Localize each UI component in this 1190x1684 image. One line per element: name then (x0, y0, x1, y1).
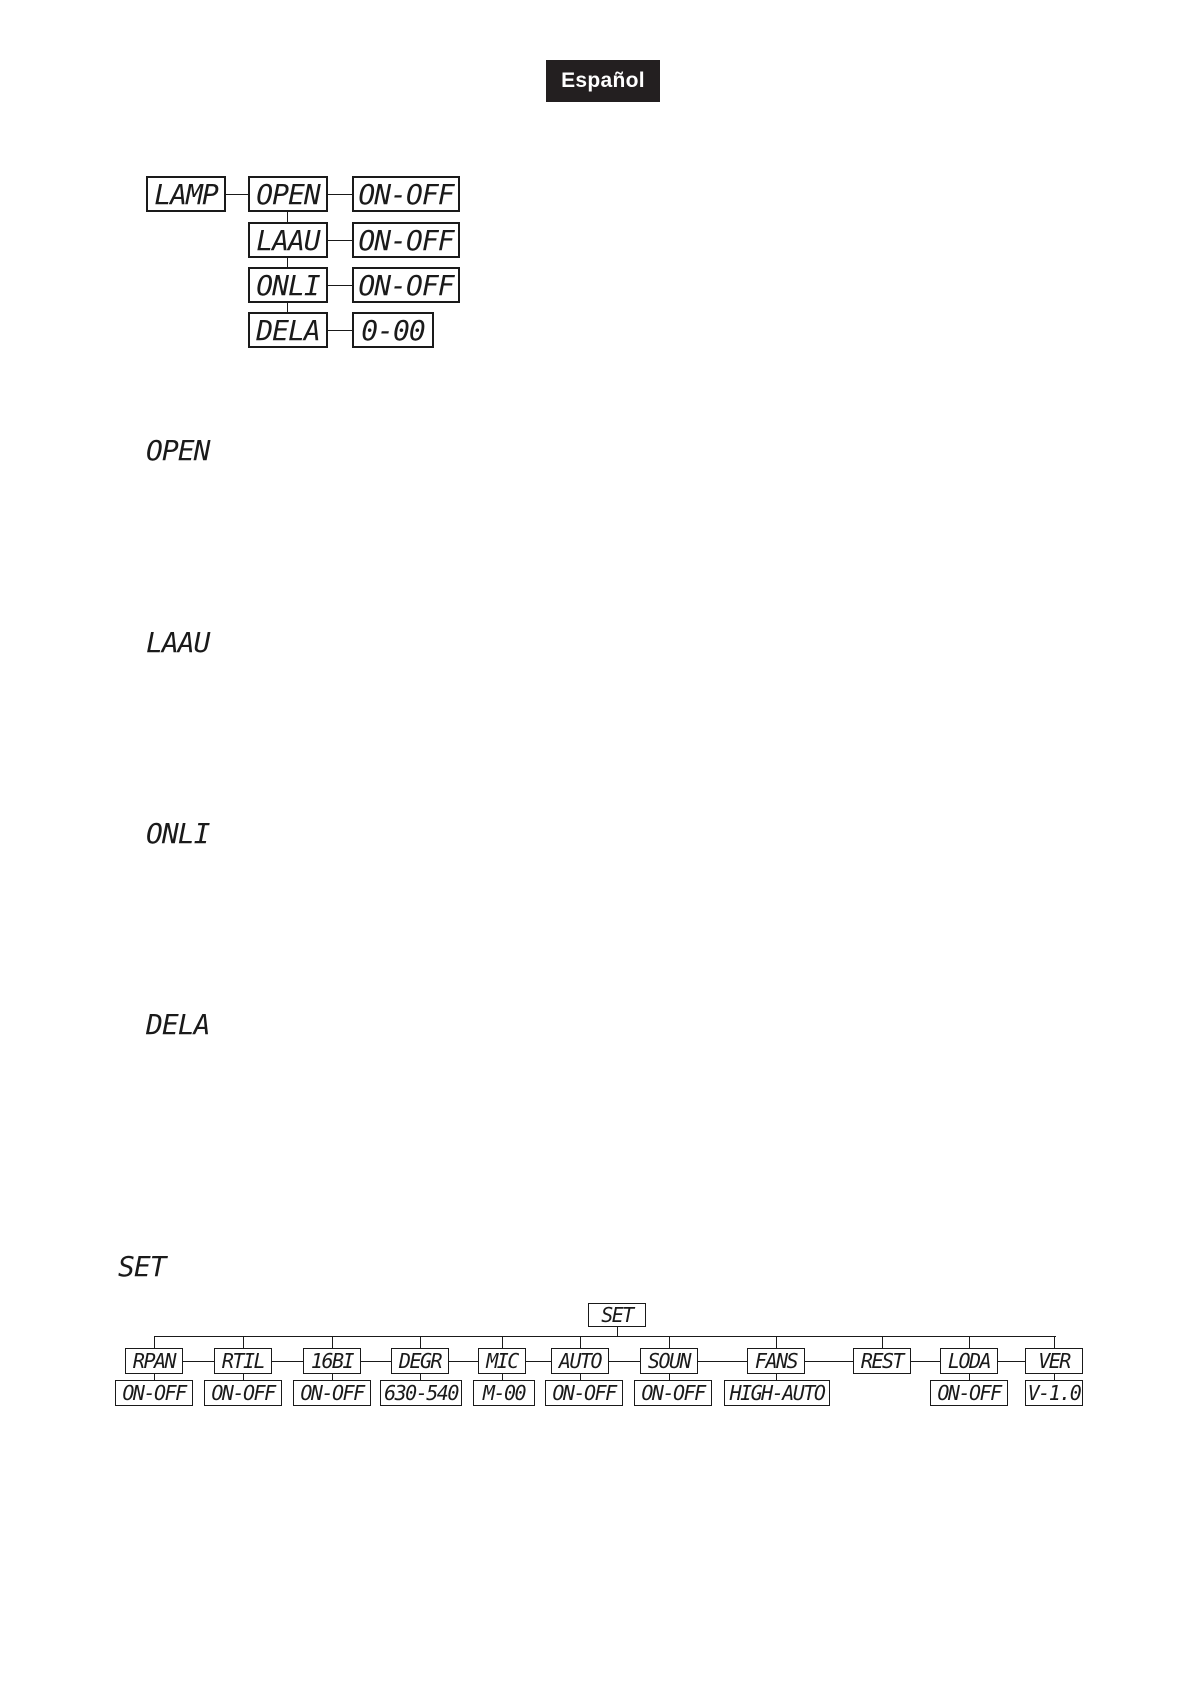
set-item-rest: REST (853, 1348, 911, 1374)
section-heading-onli: ONLI (146, 817, 210, 850)
set-value-16bi: ON-OFF (293, 1380, 371, 1406)
lamp-root-display: LAMP (146, 176, 226, 212)
connector (698, 1361, 747, 1362)
lamp-dela-value-display: 0-00 (352, 312, 434, 348)
connector (776, 1336, 777, 1348)
lamp-onli-value-display: ON-OFF (352, 267, 460, 303)
set-value-mic: M-00 (473, 1380, 535, 1406)
connector (332, 1336, 333, 1348)
connector (272, 1361, 303, 1362)
connector (154, 1336, 1056, 1337)
connector (580, 1336, 581, 1348)
set-value-rtil: ON-OFF (204, 1380, 282, 1406)
set-item-degr: DEGR (391, 1348, 449, 1374)
connector (1054, 1336, 1055, 1348)
set-value-loda: ON-OFF (930, 1380, 1008, 1406)
set-item-rpan: RPAN (125, 1348, 183, 1374)
connector (328, 285, 352, 286)
connector (287, 212, 288, 222)
connector (449, 1361, 478, 1362)
connector (328, 240, 352, 241)
lamp-dela-display: DELA (248, 312, 328, 348)
set-item-ver: VER (1025, 1348, 1083, 1374)
connector (669, 1336, 670, 1348)
set-item-fans: FANS (747, 1348, 805, 1374)
set-item-16bi: 16BI (303, 1348, 361, 1374)
language-badge: Español (546, 60, 660, 102)
set-value-degr: 630-540 (380, 1380, 462, 1406)
connector (328, 330, 352, 331)
connector (998, 1361, 1025, 1362)
set-value-ver: V-1.0 (1025, 1380, 1083, 1406)
connector (609, 1361, 640, 1362)
set-item-mic: MIC (478, 1348, 526, 1374)
section-heading-set: SET (118, 1250, 166, 1283)
section-heading-dela: DELA (146, 1008, 210, 1041)
connector (154, 1336, 155, 1348)
connector (420, 1336, 421, 1348)
connector (361, 1361, 391, 1362)
set-item-soun: SOUN (640, 1348, 698, 1374)
lamp-laau-display: LAAU (248, 222, 328, 258)
connector (882, 1336, 883, 1348)
lamp-open-display: OPEN (248, 176, 328, 212)
connector (328, 194, 352, 195)
connector (911, 1361, 940, 1362)
connector (226, 194, 248, 195)
lamp-laau-value-display: ON-OFF (352, 222, 460, 258)
lamp-open-value-display: ON-OFF (352, 176, 460, 212)
set-item-rtil: RTIL (214, 1348, 272, 1374)
section-heading-laau: LAAU (146, 626, 210, 659)
connector (526, 1361, 551, 1362)
set-value-soun: ON-OFF (634, 1380, 712, 1406)
connector (243, 1336, 244, 1348)
connector (617, 1327, 618, 1336)
connector (969, 1336, 970, 1348)
set-item-auto: AUTO (551, 1348, 609, 1374)
connector (805, 1361, 853, 1362)
set-value-fans: HIGH-AUTO (724, 1380, 830, 1406)
set-root-display: SET (588, 1303, 646, 1327)
set-item-loda: LODA (940, 1348, 998, 1374)
section-heading-open: OPEN (146, 434, 210, 467)
set-value-rpan: ON-OFF (115, 1380, 193, 1406)
connector (183, 1361, 214, 1362)
lamp-onli-display: ONLI (248, 267, 328, 303)
connector (502, 1336, 503, 1348)
set-value-auto: ON-OFF (545, 1380, 623, 1406)
